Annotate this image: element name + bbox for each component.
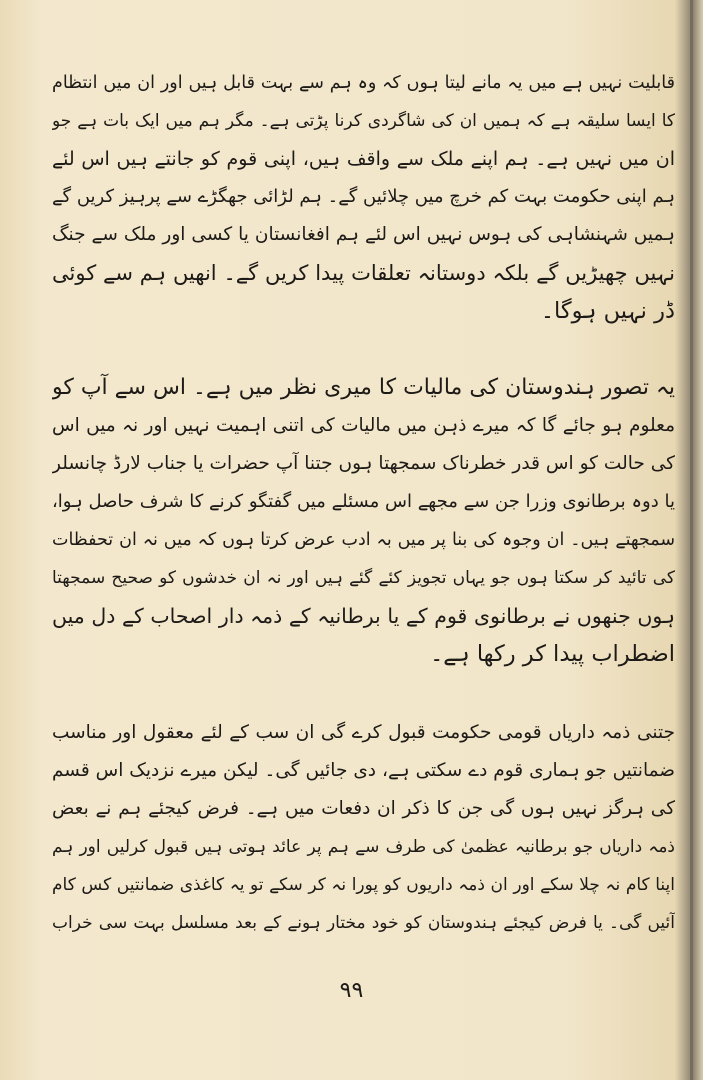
- paragraph-line: سمجھتے ہیں۔ ان وجوہ کی بنا پر میں بہ ادب عرض کرتا ہوں کہ میں نہ ان تحفظات: [52, 530, 675, 550]
- paragraph-line: ہمیں شہنشاہی کی ہوس نہیں اس لئے ہم افغانستان یا کسی اور ملک سے جنگ: [52, 224, 675, 245]
- paragraph-line: کی حالت کو اس قدر خطرناک سمجھتا ہوں جتنا آپ حضرات یا جناب لارڈ چانسلر: [52, 453, 675, 474]
- paragraph-line: یہ تصور ہندوستان کی مالیات کا میری نظر میں ہے۔ اس سے آپ کو: [52, 375, 675, 400]
- paragraph-line: اضطراب پیدا کر رکھا ہے۔: [430, 641, 675, 667]
- paragraph-line: ضمانتیں جو ہماری قوم دے سکتی ہے، دی جائیں گی۔ لیکن میرے نزدیک اس قسم: [52, 760, 675, 781]
- page-number: ۹۹: [339, 978, 364, 1003]
- page-edge-shadow: [690, 0, 693, 1080]
- paragraph-3: [52, 714, 675, 942]
- paragraph-line: کی تائید کر سکتا ہوں جو یہاں تجویز کئے گئے ہیں اور نہ ان خدشوں کو صحیح سمجھتا: [52, 568, 675, 588]
- paragraph-1: [52, 64, 675, 330]
- paragraph-line: آئیں گی۔ یا فرض کیجئے ہندوستان کو خود مختار ہونے کے بعد مسلسل بہت سی خراب: [52, 913, 675, 933]
- paragraph-line: اپنا کام نہ چلا سکے اور ان ذمہ داریوں کو پورا نہ کر سکے تو یہ کاغذی ضمانتیں کس کام: [52, 875, 675, 895]
- paragraph-line: قابلیت نہیں ہے میں یہ مانے لیتا ہوں کہ وہ ہم سے بہت قابل ہیں اور ان میں انتظام: [52, 73, 675, 93]
- paragraph-line: یا دوہ برطانوی وزرا جن سے مجھے اس مسئلے میں گفتگو کرنے کا شرف حاصل ہوا،: [52, 491, 675, 512]
- paragraph-line: ذمہ داریاں جو برطانیہ عظمیٰ کی طرف سے ہم پر عائد ہوتی ہیں قبول کرلیں اور ہم: [52, 837, 675, 857]
- paragraph-line: کی ہرگز نہیں ہوں گی جن کا ذکر ان دفعات میں ہے۔ فرض کیجئے ہم نے بعض: [52, 798, 675, 819]
- paragraph-line: معلوم ہو جائے گا کہ میرے ذہن میں مالیات کی اتنی اہمیت نہیں اور نہ میں اس: [52, 415, 675, 436]
- paragraph-line: کا ایسا سلیقہ ہے کہ ہمیں ان کی شاگردی کرنا پڑتی ہے۔ مگر ہم میں ایک بات ہے جو: [52, 111, 675, 131]
- paragraph-2: [52, 369, 675, 673]
- paragraph-line: ڈر نہیں ہوگا۔: [540, 298, 675, 324]
- paragraph-line: ہوں جنھوں نے برطانوی قوم کے یا برطانیہ کے ذمہ دار اصحاب کے دل میں: [52, 604, 675, 628]
- paragraph-line: ہم اپنی حکومت بہت کم خرچ میں چلائیں گے۔ ہم لڑائی جھگڑے سے پرہیز کریں گے: [52, 186, 675, 207]
- paragraph-line: نہیں چھیڑیں گے بلکہ دوستانہ تعلقات پیدا کریں گے۔ انھیں ہم سے کوئی: [52, 261, 675, 285]
- paragraph-line: ان میں نہیں ہے۔ ہم اپنے ملک سے واقف ہیں، اپنی قوم کو جانتے ہیں اس لئے: [52, 148, 675, 170]
- paragraph-line: جتنی ذمہ داریاں قومی حکومت قبول کرے گی ان سب کے لئے معقول اور مناسب: [52, 722, 675, 743]
